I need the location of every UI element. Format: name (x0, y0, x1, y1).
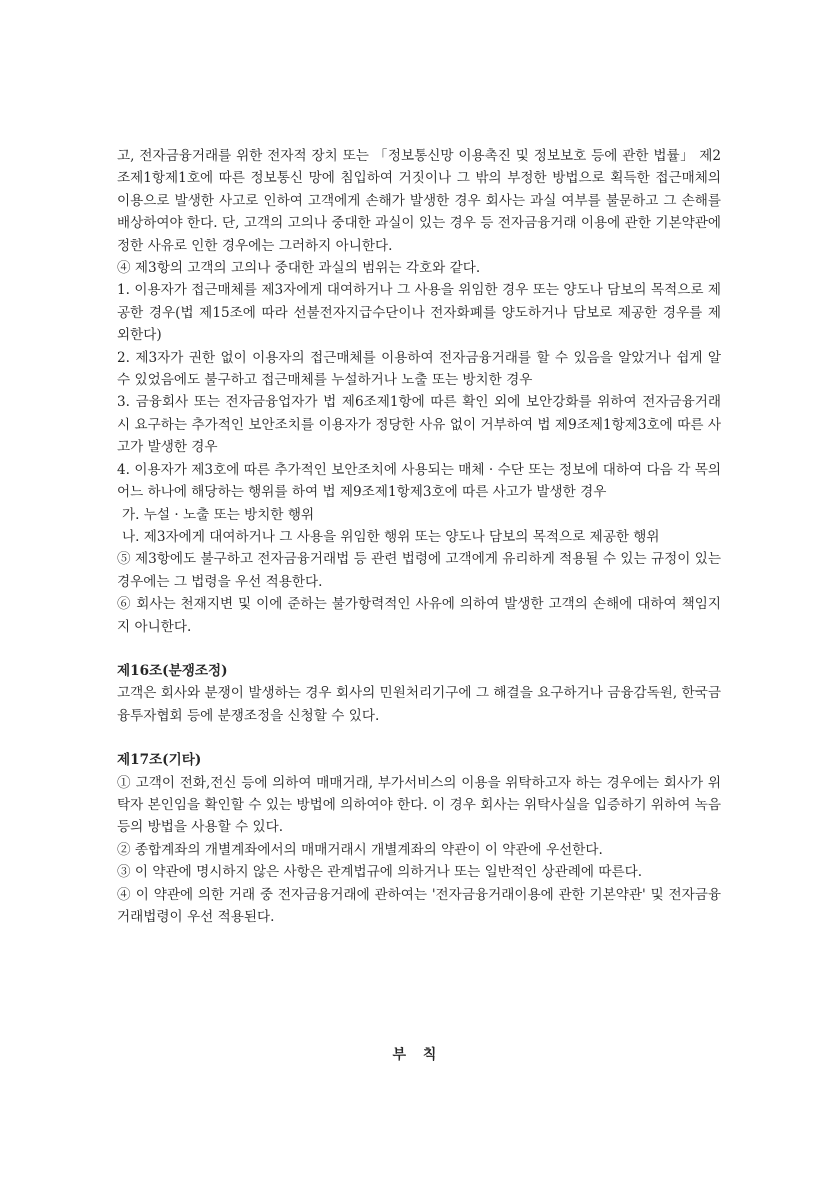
article-17-item-1: ① 고객이 전화,전신 등에 의하여 매매거래, 부가서비스의 이용을 위탁하고자 하는 경우에는 회사가 위탁자 본인임을 확인할 수 있는 방법에 의하여야 한다. 이 경우 회사는 위탁사실을 입증하기 위하여 녹음 등의 방법을 사용할 수 있다. (117, 774, 721, 836)
appendix-title: 부 칙 (392, 1047, 443, 1063)
paragraph-clause-4: ④ 제3항의 고객의 고의나 중대한 과실의 범위는 각호와 같다. (117, 260, 481, 277)
paragraph-clause-5: ⑤ 제3항에도 불구하고 전자금융거래법 등 관련 법령에 고객에게 유리하게 적용될 수 있는 규정이 있는 경우에는 그 법령을 우선 적용한다. (117, 551, 721, 590)
paragraph-subitem-ga: 가. 누설 · 노출 또는 방치한 행위 (122, 506, 315, 523)
article-16-title: 제16조(분쟁조정) (117, 662, 228, 679)
article-16-body: 고객은 회사와 분쟁이 발생하는 경우 회사의 민원처리기구에 그 해결을 요구하거나 금융감독원, 한국금융투자협회 등에 분쟁조정을 신청할 수 있다. (117, 685, 721, 724)
paragraph-item-1: 1. 이용자가 접근매체를 제3자에게 대여하거나 그 사용을 위임한 경우 또는 양도나 담보의 목적으로 제공한 경우(법 제15조에 따라 선불전자지급수단이나 전자화폐를 양도하거나 담보로 제공한 경우를 제외한다) (117, 282, 721, 344)
article-17-item-3: ③ 이 약관에 명시하지 않은 사항은 관계법규에 의하거나 또는 일반적인 상관례에 따른다. (117, 864, 643, 881)
article-17-item-4: ④ 이 약관에 의한 거래 중 전자금융거래에 관하여는 '전자금융거래이용에 관한 기본약관' 및 전자금융거래법령이 우선 적용된다. (117, 886, 721, 925)
paragraph-item-2: 2. 제3자가 권한 없이 이용자의 접근매체를 이용하여 전자금융거래를 할 수 있음을 알았거나 쉽게 알 수 있었음에도 불구하고 접근매체를 누설하거나 노출 또는 방치한 경우 (117, 349, 721, 389)
document-body (117, 145, 721, 928)
paragraph-item-3: 3. 금융회사 또는 전자금융업자가 법 제6조제1항에 따른 확인 외에 보안강화를 위하여 전자금융거래 시 요구하는 추가적인 보안조치를 이용자가 정당한 사유 없이 거부하여 법 제9조제1항제3호에 따른 사고가 발생한 경우 (117, 394, 721, 456)
article-17-item-2: ② 종합계좌의 개별계좌에서의 매매거래시 개별계좌의 약관이 이 약관에 우선한다. (117, 841, 603, 858)
paragraph-item-4: 4. 이용자가 제3호에 따른 추가적인 보안조치에 사용되는 매체 · 수단 또는 정보에 대하여 다음 각 목의 어느 하나에 해당하는 행위를 하여 법 제9조제1항제3호에 따른 사고가 발생한 경우 (117, 461, 721, 501)
paragraph-liability-continuation: 고, 전자금융거래를 위한 전자적 장치 또는 「정보통신망 이용촉진 및 정보보호 등에 관한 법률」 제2조제1항제1호에 따른 정보통신 망에 침입하여 거짓이나 그 밖의 부정한 방법으로 획득한 접근매체의 이용으로 발생한 사고로 인하여 고객에게 손해가 발생한 경우 회사는 과실 여부를 불문하고 그 손해를 배상하여야 한다. 단, 고객의 고의나 중대한 과실이 있는 경우 등 전자금융거래 이용에 관한 기본약관에 정한 사유로 인한 경우에는 그러하지 아니한다. (117, 148, 721, 254)
paragraph-subitem-na: 나. 제3자에게 대여하거나 그 사용을 위임한 행위 또는 양도나 담보의 목적으로 제공한 행위 (122, 528, 660, 545)
article-17-title: 제17조(기타) (117, 752, 202, 769)
paragraph-clause-6: ⑥ 회사는 천재지변 및 이에 준하는 불가항력적인 사유에 의하여 발생한 고객의 손해에 대하여 책임지지 아니한다. (117, 596, 721, 635)
